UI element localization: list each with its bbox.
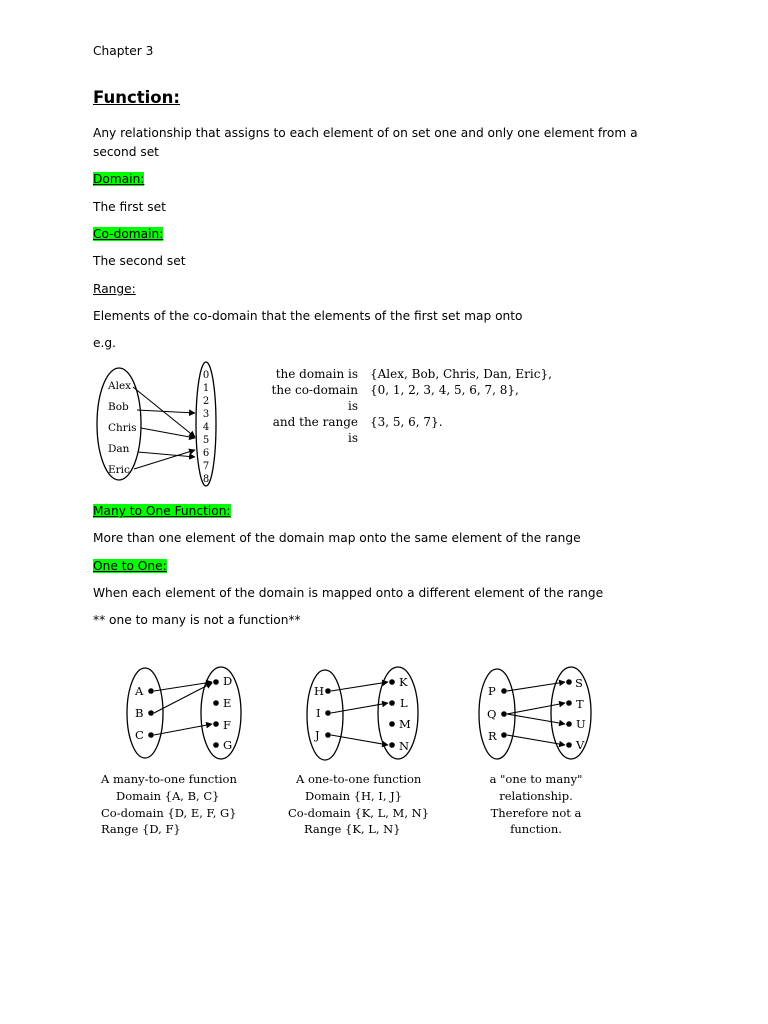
diagram-element: L (400, 696, 408, 710)
diagram-element: N (399, 739, 410, 753)
codomain-element: 8 (202, 474, 210, 485)
domain-element: Alex (108, 380, 132, 392)
diagram-element: C (135, 728, 144, 742)
domain-label: Domain: (93, 172, 145, 186)
diagram-element: A (135, 684, 144, 698)
domain-text: The first set (93, 200, 166, 214)
diagram-element: B (135, 706, 144, 720)
diagram-element: V (576, 738, 585, 752)
example-sets (262, 366, 552, 446)
diagram-element: E (223, 696, 232, 710)
caption-line: relationship. (499, 789, 573, 803)
many-to-one-text: More than one element of the domain map onto the same element of the range (93, 531, 581, 545)
function-definition: Any relationship that assigns to each element of on set one and only one element from a second set (93, 126, 638, 159)
mapping-arrow (137, 410, 195, 413)
codomain-element: 0 (202, 370, 210, 381)
caption-line: Range {D, F} (101, 822, 181, 836)
diagram-element: H (314, 684, 325, 698)
one-to-one-text: When each element of the domain is mapped onto a different element of the range (93, 586, 604, 600)
domain-element: Bob (108, 401, 129, 413)
many-to-one-label: Many to One Function: (93, 504, 231, 518)
caption-line: function. (510, 822, 562, 836)
many-to-one-diagram (127, 667, 241, 759)
caption-line: Therefore not a (490, 806, 582, 820)
diagram-element: R (488, 729, 497, 743)
caption-line: Domain {A, B, C} (116, 789, 220, 803)
caption-line: A one-to-one function (296, 772, 422, 786)
codomain-text: The second set (93, 254, 186, 268)
diagram-element: K (399, 675, 408, 689)
diagram-element: D (223, 674, 233, 688)
codomain-element: 5 (202, 435, 210, 446)
one-to-many-note: ** one to many is not a function** (93, 613, 301, 627)
codomain-element: 6 (202, 448, 210, 459)
diagram-element: S (575, 676, 583, 690)
domain-element: Chris (108, 422, 137, 434)
codomain-element: 3 (202, 409, 210, 420)
set-row-label: and the range is (272, 415, 358, 445)
domain-element: Eric (108, 464, 130, 476)
codomain-element: 1 (202, 383, 210, 394)
range-text: Elements of the co-domain that the elements of the first set map onto (93, 309, 523, 323)
relations-figure (93, 660, 593, 850)
example-label: e.g. (93, 336, 116, 350)
diagram-element: Q (487, 707, 497, 721)
diagram-element: J (315, 728, 320, 742)
set-row-value: {3, 5, 6, 7}. (370, 415, 443, 429)
diagram-element: M (399, 717, 411, 731)
one-to-one-label: One to One: (93, 559, 167, 573)
set-row-value: {0, 1, 2, 3, 4, 5, 6, 7, 8}, (370, 383, 519, 397)
codomain-element: 2 (202, 396, 210, 407)
diagram-element: F (223, 718, 231, 732)
range-label: Range: (93, 282, 136, 296)
set-row-label: the co-domain is (271, 383, 358, 413)
codomain-element: 4 (202, 422, 210, 433)
caption-line: A many-to-one function (101, 772, 237, 786)
caption-line: Co-domain {D, E, F, G} (101, 806, 237, 820)
caption-line: a "one to many" (489, 772, 583, 786)
codomain-label: Co-domain: (93, 227, 164, 241)
mapping-arrow (141, 428, 195, 438)
one-to-one-diagram (307, 667, 418, 760)
codomain-element: 7 (202, 461, 210, 472)
caption-line: Domain {H, I, J} (305, 789, 403, 803)
caption-line: Co-domain {K, L, M, N} (288, 806, 430, 820)
chapter-label: Chapter 3 (93, 44, 154, 58)
diagram-element: P (488, 684, 496, 698)
mapping-diagram (95, 360, 230, 490)
set-row-value: {Alex, Bob, Chris, Dan, Eric}, (370, 367, 552, 381)
caption-line: Range {K, L, N} (304, 822, 401, 836)
one-to-many-diagram (479, 667, 591, 759)
set-row-label: the domain is (275, 367, 358, 381)
domain-element: Dan (108, 443, 130, 455)
diagram-element: G (223, 738, 233, 752)
diagram-element: U (576, 717, 586, 731)
diagram-element: T (576, 697, 584, 711)
page-title: Function: (93, 88, 180, 107)
diagram-element: I (316, 706, 321, 720)
